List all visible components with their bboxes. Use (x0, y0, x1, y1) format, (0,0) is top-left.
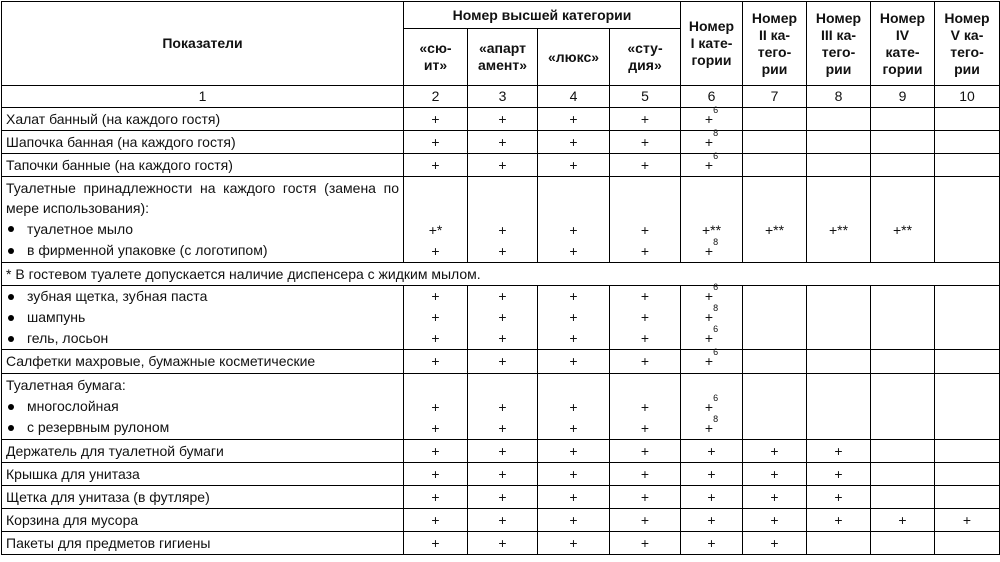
footnote-row (2, 263, 1000, 286)
list-item: гель, лосьон (6, 328, 399, 349)
row-label: Туалетная бумага: (6, 377, 126, 393)
header-studio: «сту- дия» (610, 29, 681, 86)
bullet-icon (8, 425, 14, 431)
row-label: Щетка для унитаза (в футляре) (2, 486, 404, 509)
row-label: Держатель для туалетной бумаги (2, 440, 404, 463)
header-apartment: «апарт амент» (468, 29, 538, 86)
header-suite: «сю- ит» (404, 29, 468, 86)
table-row-toilet-paper: Туалетная бумага: многослойная с резервным рулоном + + + + + + + + +$^6$ +$^8$ (2, 374, 1000, 440)
list-item: многослойная (6, 396, 399, 417)
bullet-icon (8, 226, 14, 232)
header-cat3: Номер III ка- тего- рии (807, 2, 871, 86)
footnote: * В гостевом туалете допускается наличие диспенсера с жидким мылом. (2, 263, 1000, 286)
table-row: Корзина для мусора + + + + + + + + + (2, 509, 1000, 532)
row-label: Салфетки махровые, бумажные косметические (2, 350, 404, 374)
list-item: с резервным рулоном (6, 417, 399, 438)
header-lux: «люкс» (538, 29, 610, 86)
table-row: Салфетки махровые, бумажные косметические + + + + +$^6$ (2, 350, 1000, 374)
row-label: Халат банный (на каждого гостя) (2, 108, 404, 131)
table-row: Шапочка банная (на каждого гостя) + + + + +$^8$ (2, 131, 1000, 154)
list-item: зубная щетка, зубная паста (6, 286, 399, 307)
row-label: Корзина для мусора (2, 509, 404, 532)
amenities-table (1, 1, 1000, 555)
header-highest-category: Номер высшей категории (404, 2, 681, 29)
table-row-toiletries: Туалетные принадлежности на каждого гостя (замена по мере использования): туалетное мыло в фирменной упаковке (с логотипом) +* + + + + + + + +** +$^8$ +** +** +** (2, 177, 1000, 263)
table-row: Крышка для унитаза + + + + + + + (2, 463, 1000, 486)
list-item: туалетное мыло (6, 218, 399, 240)
row-label: Пакеты для предметов гигиены (2, 532, 404, 555)
list-item: шампунь (6, 307, 399, 328)
table-row: Держатель для туалетной бумаги + + + + + + + (2, 440, 1000, 463)
bullet-icon (8, 294, 14, 300)
table-row-hygiene: зубная щетка, зубная паста шампунь гель, лосьон + + + + + + + + + + + + +$^6$ +$^8$ +$^6$ (2, 286, 1000, 350)
table-row: Халат банный (на каждого гостя) + + + + +$^6$ (2, 108, 1000, 131)
column-number-row: 1 2 3 4 5 6 7 8 9 10 (2, 86, 1000, 108)
row-label: Шапочка банная (на каждого гостя) (2, 131, 404, 154)
row-label: Крышка для унитаза (2, 463, 404, 486)
row-label: Туалетные принадлежности на каждого гостя (замена по мере использования): (6, 180, 399, 216)
header-cat5: Номер V ка- тего- рии (935, 2, 1000, 86)
table-row: Щетка для унитаза (в футляре) + + + + + + + (2, 486, 1000, 509)
list-item: в фирменной упаковке (с логотипом) (6, 240, 399, 261)
bullet-icon (8, 248, 14, 254)
table-row: Тапочки банные (на каждого гостя) + + + + +$^6$ (2, 154, 1000, 177)
bullet-icon (8, 336, 14, 342)
header-indicators: Показатели (2, 2, 404, 86)
header-cat4: Номер IV кате- гории (871, 2, 935, 86)
row-label: Тапочки банные (на каждого гостя) (2, 154, 404, 177)
header-cat1: Номер I кате- гории (681, 2, 743, 86)
bullet-icon (8, 404, 14, 410)
table-row: Пакеты для предметов гигиены + + + + + + (2, 532, 1000, 555)
bullet-icon (8, 315, 14, 321)
header-cat2: Номер II ка- тего- рии (743, 2, 807, 86)
